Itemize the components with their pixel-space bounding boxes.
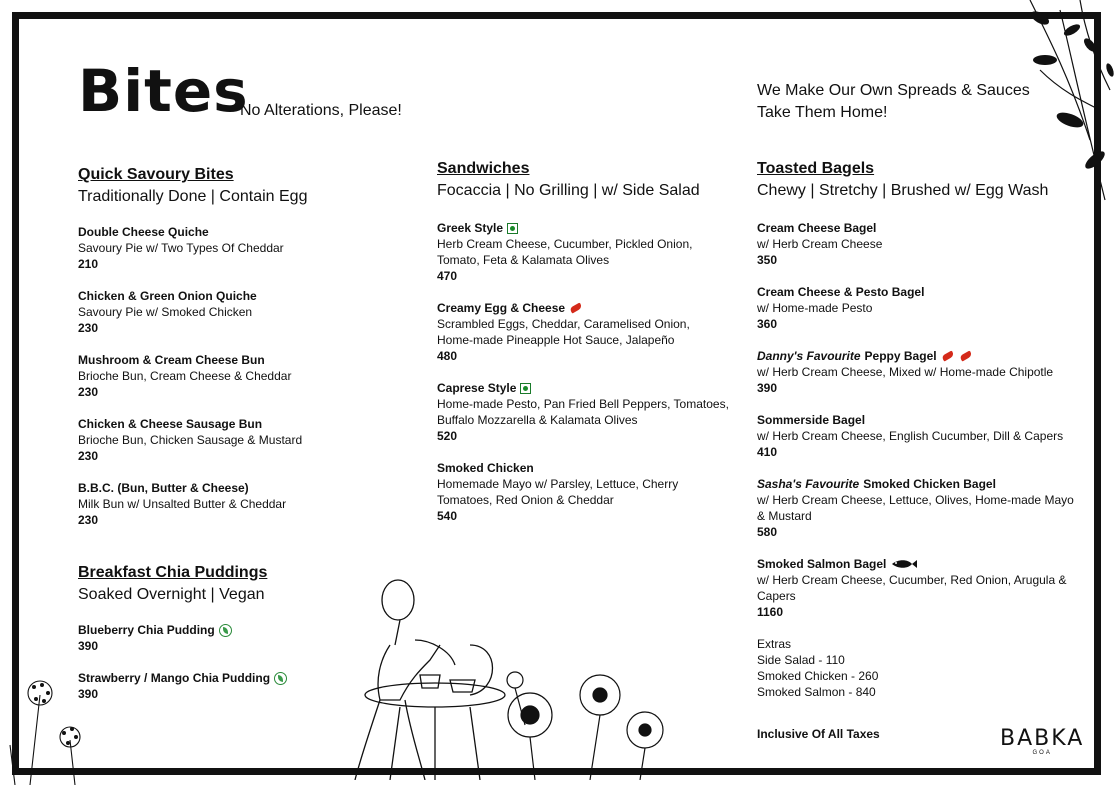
item-name-row bbox=[757, 348, 1087, 364]
spreads-note-line-1: We Make Our Own Spreads & Sauces bbox=[757, 82, 1030, 99]
item-name: Smoked Salmon Bagel bbox=[757, 557, 887, 571]
item-description: Savoury Pie w/ Two Types Of Cheddar bbox=[78, 241, 284, 255]
menu-item bbox=[78, 622, 398, 654]
item-price: 470 bbox=[437, 269, 458, 283]
item-price: 350 bbox=[757, 253, 778, 267]
item-name: Cream Cheese & Pesto Bagel bbox=[757, 285, 925, 299]
menu-item bbox=[757, 556, 1087, 620]
extras-title: Extras bbox=[757, 637, 792, 651]
chili-pepper-icon bbox=[959, 351, 973, 361]
item-description: w/ Herb Cream Cheese, Lettuce, Olives, Home-made Mayo bbox=[757, 493, 1074, 507]
chia-pudding-section bbox=[78, 562, 398, 718]
item-price: 480 bbox=[437, 349, 458, 363]
item-description: Tomato, Feta & Kalamata Olives bbox=[437, 253, 610, 267]
section-title: Sandwiches bbox=[437, 160, 530, 177]
section-title: Breakfast Chia Puddings bbox=[78, 564, 268, 581]
menu-item bbox=[757, 348, 1087, 396]
item-price: 210 bbox=[78, 257, 99, 271]
item-price: 1160 bbox=[757, 605, 784, 619]
veg-indicator-icon bbox=[507, 223, 518, 234]
section-subtitle: Focaccia | No Grilling | w/ Side Salad bbox=[437, 182, 700, 199]
brand-logo bbox=[1000, 728, 1084, 756]
item-description: Scrambled Eggs, Cheddar, Caramelised Onion, bbox=[437, 317, 690, 331]
bagels-section bbox=[757, 158, 1087, 700]
menu-item bbox=[437, 220, 757, 284]
item-name-highlight: Danny's Favourite bbox=[757, 349, 861, 363]
item-description: Herb Cream Cheese, Cucumber, Pickled Onion, bbox=[437, 237, 693, 251]
item-description: Homemade Mayo w/ Parsley, Lettuce, Cherry bbox=[437, 477, 679, 491]
item-description: Home-made Pineapple Hot Sauce, Jalapeño bbox=[437, 333, 675, 347]
section-title: Quick Savoury Bites bbox=[78, 166, 234, 183]
item-price: 410 bbox=[757, 445, 778, 459]
item-price: 390 bbox=[78, 639, 99, 653]
item-description: Brioche Bun, Chicken Sausage & Mustard bbox=[78, 433, 303, 447]
item-name-row bbox=[757, 476, 1087, 492]
item-name: Chicken & Green Onion Quiche bbox=[78, 289, 257, 303]
item-name: Greek Style bbox=[437, 221, 504, 235]
section-subtitle: Chewy | Stretchy | Brushed w/ Egg Wash bbox=[757, 182, 1049, 199]
item-description: Milk Bun w/ Unsalted Butter & Cheddar bbox=[78, 497, 287, 511]
spreads-note-line-2: Take Them Home! bbox=[757, 104, 888, 121]
vegan-leaf-icon bbox=[219, 624, 232, 637]
menu-item bbox=[757, 476, 1087, 540]
item-description: Capers bbox=[757, 589, 796, 603]
menu-item bbox=[757, 412, 1087, 460]
item-price: 230 bbox=[78, 385, 99, 399]
page-title: Bites bbox=[78, 57, 249, 125]
chili-pepper-icon bbox=[941, 351, 955, 361]
menu-item bbox=[757, 284, 1087, 332]
extras-list bbox=[757, 636, 1087, 700]
item-name: Strawberry / Mango Chia Pudding bbox=[78, 671, 271, 685]
item-price: 230 bbox=[78, 513, 99, 527]
item-name-row bbox=[437, 220, 757, 236]
item-price: 390 bbox=[757, 381, 778, 395]
item-name: Cream Cheese Bagel bbox=[757, 221, 877, 235]
chili-pepper-icon bbox=[569, 303, 583, 313]
section-subtitle: Traditionally Done | Contain Egg bbox=[78, 188, 308, 205]
fish-icon bbox=[890, 559, 918, 569]
section-subtitle: Soaked Overnight | Vegan bbox=[78, 586, 265, 603]
extras-item: Smoked Chicken - 260 bbox=[757, 669, 879, 683]
item-description: Brioche Bun, Cream Cheese & Cheddar bbox=[78, 369, 292, 383]
item-name-row bbox=[757, 556, 1087, 572]
page-subtitle: No Alterations, Please! bbox=[240, 102, 402, 119]
menu-item bbox=[437, 460, 757, 524]
item-name: Creamy Egg & Cheese bbox=[437, 301, 566, 315]
item-name-row bbox=[437, 380, 757, 396]
item-name: Smoked Chicken Bagel bbox=[863, 477, 996, 491]
item-name-row bbox=[78, 670, 398, 686]
item-description: w/ Home-made Pesto bbox=[757, 301, 873, 315]
poppy-flowers-illustration bbox=[490, 665, 680, 780]
item-description: Home-made Pesto, Pan Fried Bell Peppers, Tomatoes, bbox=[437, 397, 729, 411]
item-name: Double Cheese Quiche bbox=[78, 225, 209, 239]
extras-item: Side Salad - 110 bbox=[757, 653, 845, 667]
section-title: Toasted Bagels bbox=[757, 160, 875, 177]
menu-item bbox=[78, 416, 398, 464]
menu-item bbox=[78, 288, 398, 336]
item-description: & Mustard bbox=[757, 509, 812, 523]
item-name-row bbox=[78, 622, 398, 638]
item-description: w/ Herb Cream Cheese, Cucumber, Red Onion, Arugula & bbox=[757, 573, 1067, 587]
item-description: Savoury Pie w/ Smoked Chicken bbox=[78, 305, 253, 319]
item-name: Chicken & Cheese Sausage Bun bbox=[78, 417, 263, 431]
item-price: 360 bbox=[757, 317, 778, 331]
item-name: Blueberry Chia Pudding bbox=[78, 623, 215, 637]
menu-item bbox=[437, 300, 757, 364]
item-price: 540 bbox=[437, 509, 458, 523]
item-price: 580 bbox=[757, 525, 778, 539]
item-price: 520 bbox=[437, 429, 458, 443]
item-name: B.B.C. (Bun, Butter & Cheese) bbox=[78, 481, 249, 495]
item-description: w/ Herb Cream Cheese, Mixed w/ Home-made Chipotle bbox=[757, 365, 1054, 379]
menu-item bbox=[78, 670, 398, 702]
item-price: 230 bbox=[78, 449, 99, 463]
item-price: 390 bbox=[78, 687, 99, 701]
item-name-highlight: Sasha's Favourite bbox=[757, 477, 860, 491]
item-price: 230 bbox=[78, 321, 99, 335]
item-name: Smoked Chicken bbox=[437, 461, 534, 475]
extras-item: Smoked Salmon - 840 bbox=[757, 685, 876, 699]
menu-item bbox=[437, 380, 757, 444]
menu-item bbox=[757, 220, 1087, 268]
logo-wordmark: BABKA bbox=[1000, 726, 1085, 751]
sandwiches-section bbox=[437, 158, 757, 540]
spreads-note bbox=[757, 80, 1030, 124]
item-name: Caprese Style bbox=[437, 381, 517, 395]
item-description: Tomatoes, Red Onion & Cheddar bbox=[437, 493, 614, 507]
menu-item bbox=[78, 352, 398, 400]
veg-indicator-icon bbox=[520, 383, 531, 394]
menu-item bbox=[78, 480, 398, 528]
item-name-row bbox=[437, 300, 757, 316]
vegan-leaf-icon bbox=[274, 672, 287, 685]
item-description: Buffalo Mozzarella & Kalamata Olives bbox=[437, 413, 638, 427]
quick-bites-section bbox=[78, 164, 398, 544]
item-name: Peppy Bagel bbox=[864, 349, 937, 363]
logo-location: GOA bbox=[1032, 750, 1052, 756]
taxes-note: Inclusive Of All Taxes bbox=[757, 727, 880, 741]
item-name: Mushroom & Cream Cheese Bun bbox=[78, 353, 265, 367]
item-description: w/ Herb Cream Cheese, English Cucumber, Dill & Capers bbox=[757, 429, 1064, 443]
menu-item bbox=[78, 224, 398, 272]
item-name: Sommerside Bagel bbox=[757, 413, 866, 427]
item-description: w/ Herb Cream Cheese bbox=[757, 237, 883, 251]
